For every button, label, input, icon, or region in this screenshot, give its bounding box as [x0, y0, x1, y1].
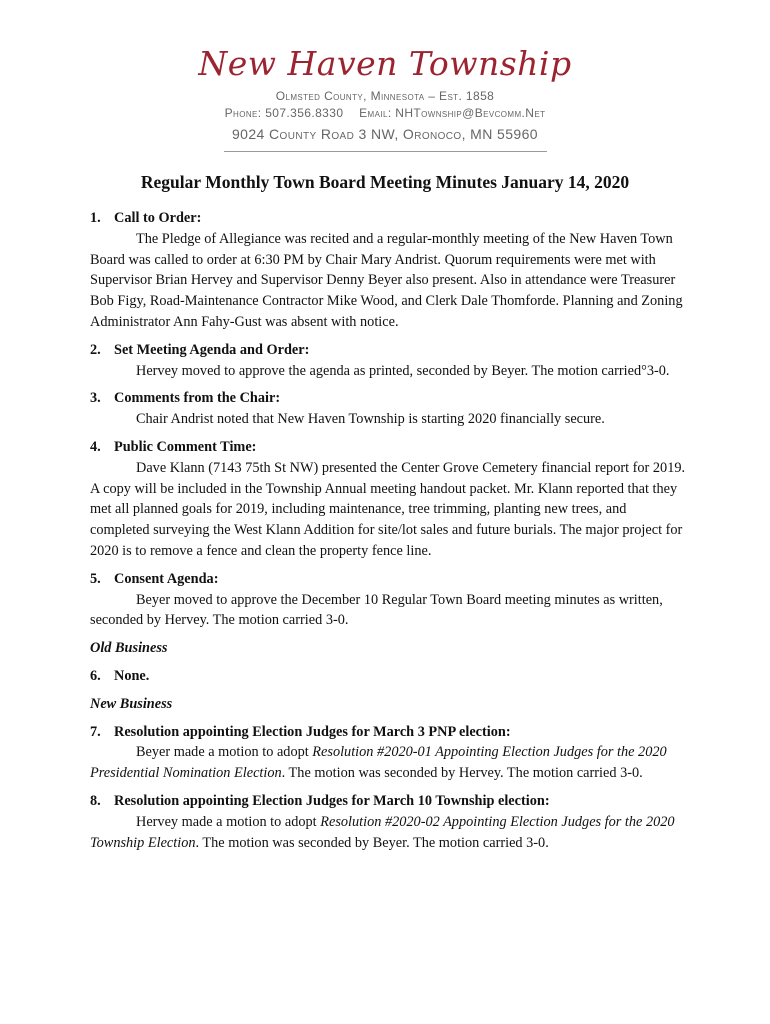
item-heading [90, 666, 686, 687]
contact-line [0, 105, 770, 122]
item-text: The Pledge of Allegiance was recited and a regular-monthly meeting of the New Haven Town Board was called to order at 6:30 PM by Chair Mary Andrist. Quorum requirements were met with Supervisor Brian Hervey and Supervisor Denny Beyer also present. Also in attendance were Treasurer Bob Figy, Road-Maintenance Contractor Mike Wood, and Clerk Dale Thomforde. Planning and Zoning Administrator Ann Fahy-Gust was absent with notice. [90, 230, 683, 330]
email-address: Email: NHTownship@Bevcomm.Net [359, 106, 546, 120]
minutes-body [90, 208, 686, 860]
item-number: 8. [90, 792, 101, 809]
item-text-tail: . The motion was seconded by Hervey. The motion carried 3-0. [281, 765, 643, 782]
item-title: Resolution appointing Election Judges for March 10 Township election: [114, 792, 550, 809]
item-text: Chair Andrist noted that New Haven Township is starting 2020 financially secure. [136, 411, 605, 428]
agenda-item [90, 340, 686, 382]
phone-number: Phone: 507.356.8330 [224, 106, 344, 120]
item-text: Beyer moved to approve the December 10 Regular Town Board meeting minutes as written, seconded by Hervey. The motion carried 3-0. [90, 591, 663, 629]
item-heading [90, 791, 686, 812]
item-title: Public Comment Time: [114, 438, 257, 455]
agenda-item [90, 569, 686, 631]
old-business-heading: Old Business [90, 640, 168, 657]
county-line: Olmsted County, Minnesota – Est. 1858 [275, 89, 495, 103]
item-number: 1. [90, 210, 101, 226]
agenda-item [90, 791, 686, 853]
resolution-title: Resolution #2020-01 Appointing Election Judges for the 2020 Presidential Nomination Election [90, 744, 667, 782]
township-title: New Haven Township [198, 44, 572, 83]
letterhead-divider [224, 151, 547, 152]
item-text [90, 742, 686, 784]
item-title: Set Meeting Agenda and Order: [114, 341, 310, 358]
item-number: 7. [90, 723, 101, 740]
item-heading [90, 388, 686, 409]
item-title: Resolution appointing Election Judges for March 3 PNP election: [114, 723, 511, 740]
item-title: Comments from the Chair: [114, 390, 281, 407]
item-text-tail: . The motion was seconded by Beyer. The motion carried 3-0. [195, 834, 549, 851]
item-number: 3. [90, 390, 101, 407]
item-title: Call to Order: [114, 210, 202, 226]
item-title: Consent Agenda: [114, 570, 219, 587]
item-number: 6. [90, 667, 101, 684]
item-text-lead: Beyer made a motion to adopt [136, 744, 313, 761]
resolution-title: Resolution #2020-02 Appointing Election Judges for the 2020 Township Election [90, 813, 675, 851]
item-heading [90, 569, 686, 590]
agenda-item [90, 437, 686, 562]
agenda-item [90, 722, 686, 784]
item-heading [90, 340, 686, 361]
agenda-item [90, 388, 686, 430]
agenda-item [90, 208, 686, 333]
item-heading [90, 722, 686, 743]
document-title: Regular Monthly Town Board Meeting Minutes January 14, 2020 [140, 172, 630, 192]
item-text: Dave Klann (7143 75th St NW) presented the Center Grove Cemetery financial report for 2019. A copy will be included in the Township Annual meeting handout packet. Mr. Klann reported that they met all planned goals for 2019, including maintenance, tree trimming, planting new trees, and completed surveying the West Klann Addition for site/lot sales and future burials. The major project for 2020 is to remove a fence and clean the property fence line. [90, 459, 686, 559]
item-text: Hervey moved to approve the agenda as printed, seconded by Beyer. The motion carried°3-0. [136, 362, 670, 379]
item-title: None. [114, 667, 150, 684]
item-heading [90, 437, 686, 458]
new-business-heading: New Business [90, 695, 173, 712]
item-heading [90, 208, 686, 229]
item-number: 5. [90, 570, 101, 587]
address-line: 9024 County Road 3 NW, Oronoco, MN 55960 [232, 126, 538, 142]
agenda-item [90, 666, 686, 687]
item-number: 2. [90, 341, 101, 358]
item-text [90, 812, 686, 854]
item-text-lead: Hervey made a motion to adopt [136, 813, 321, 830]
item-number: 4. [90, 438, 101, 455]
letterhead [0, 44, 770, 152]
